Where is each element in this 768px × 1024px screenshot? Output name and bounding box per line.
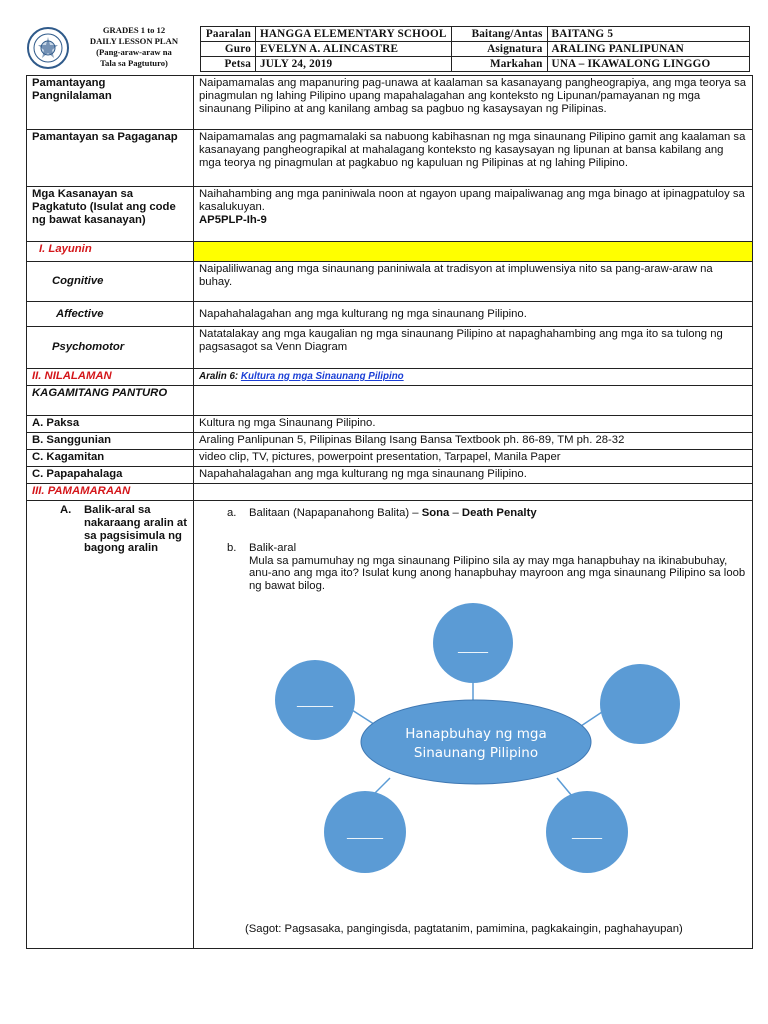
aralin-prefix: Aralin 6:	[199, 371, 241, 382]
table-row	[27, 467, 753, 484]
table-row	[27, 327, 753, 369]
table-row	[27, 262, 753, 302]
table-row	[27, 433, 753, 450]
layunin-highlight	[194, 242, 753, 262]
papahalaga-text: Napahahalagahan ang mga kulturang ng mga sinaunang Pilipino.	[194, 467, 753, 484]
kagamitan-label: KAGAMITANG PANTURO	[27, 386, 194, 416]
item-a-marker: a.	[227, 507, 237, 519]
center-line-2: Sinaunang Pilipino	[413, 745, 539, 761]
psychomotor-label: Psychomotor	[52, 341, 125, 354]
markahan-label: Markahan	[451, 57, 547, 72]
table-row	[27, 242, 753, 262]
table-row	[27, 130, 753, 187]
center-line-1: Hanapbuhay ng mga	[405, 726, 547, 742]
pamamaraan-label: III. PAMAMARAAN	[27, 484, 194, 501]
table-row	[27, 369, 753, 386]
balik-marker: A.	[60, 504, 72, 516]
kasanayan-code: AP5PLP-Ih-9	[199, 213, 267, 226]
table-row	[27, 484, 753, 501]
item-b-text: Mula sa pamumuhay ng mga sinaunang Pilipino sila ay may mga hanapbuhay na ikinabubuhay, anu-ano ang mga ito? Isulat kung anong hanapbuhay mayroon ang mga sinaunang Pilipino sa loob ng bawat bilog.	[249, 554, 746, 593]
table-row	[27, 416, 753, 433]
cognitive-label: Cognitive	[52, 275, 104, 288]
blank-bottom-right: _____	[572, 825, 602, 839]
pagganap-label: Pamantayan sa Pagaganap	[27, 130, 194, 187]
deped-seal-icon	[26, 25, 70, 71]
kagamitan2-text: video clip, TV, pictures, powerpoint presentation, Tarpapel, Manila Paper	[194, 450, 753, 467]
balik-list	[199, 507, 747, 593]
sanggunian-label: B. Sanggunian	[27, 433, 194, 450]
kagamitan-empty	[194, 386, 753, 416]
table-row	[27, 386, 753, 416]
psychomotor-text: Natatalakay ang mga kaugalian ng mga sinaunang Pilipino at napaghahambing ang mga ito sa tulong ng pagsasagot sa Venn Diagram	[194, 327, 753, 369]
grades-line: Tala sa Pagtuturo)	[100, 58, 168, 68]
affective-text: Napahahalagahan ang mga kulturang ng mga sinaunang Pilipino.	[194, 302, 753, 327]
circle-right	[600, 664, 680, 744]
kasanayan-cell	[194, 187, 753, 242]
guro-value: EVELYN A. ALINCASTRE	[256, 42, 452, 57]
paksa-text: Kultura ng mga Sinaunang Pilipino.	[194, 416, 753, 433]
affective-cell	[27, 302, 194, 327]
blank-bottom-left: ______	[347, 825, 383, 839]
markahan-value: UNA – IKAWALONG LINGGO	[547, 57, 749, 72]
blank-top: _____	[458, 639, 488, 653]
connector-bottom-right	[557, 778, 572, 796]
header-row	[201, 27, 750, 42]
grades-line: DAILY LESSON PLAN	[89, 36, 179, 46]
aralin-link[interactable]: Kultura ng mga Sinaunang Pilipino	[240, 371, 404, 382]
table-row	[27, 187, 753, 242]
pangnilalaman-label: Pamantayang Pangnilalaman	[27, 76, 194, 130]
affective-label: Affective	[56, 307, 104, 320]
kagamitan2-label: C. Kagamitan	[27, 450, 194, 467]
item-a-death: Death Penalty	[461, 507, 537, 519]
baitang-value: BAITANG 5	[547, 27, 749, 42]
grades-title	[70, 25, 198, 73]
header-row	[201, 57, 750, 72]
baitang-label: Baitang/Antas	[451, 27, 547, 42]
cognitive-text: Naipaliliwanag ang mga sinaunang paniniwala at tradisyon at impluwensiya nito sa pang-araw-araw na buhay.	[194, 262, 753, 302]
hanapbuhay-diagram	[260, 600, 700, 910]
balik-cell	[27, 501, 194, 949]
item-a-text: Balitaan (Napapanahong Balita) –	[249, 507, 422, 519]
papahalaga-label: C. Papapahalaga	[27, 467, 194, 484]
balik-label: Balik-aral sa nakaraang aralin at sa pagsisimula ng bagong aralin	[84, 504, 187, 555]
pangnilalaman-text: Naipamamalas ang mapanuring pag-unawa at kaalaman sa kasanayang pangheograpiya, ang mga teorya sa pinagmulan ng lahing Pilipino upang mapahalagahan ang konteksto ng Lipunan/pamayanan ng mga sinaunang Pilipino at ang kanilang ambag sa pagbuo ng kasaysayan ng Pilipinas.	[194, 76, 753, 130]
pagganap-text: Naipamamalas ang pagmamalaki sa nabuong kabihasnan ng mga sinaunang Pilipino gamit ang kaalaman sa kasanayang pangheograpikal at mahalagang konteksto ng kasaysayan ng lipunan at bansa kabilang ang mga teorya ng pinagmulan at pagkabuo ng kapuluan ng Pilipinas at ng lahing Pilipino.	[194, 130, 753, 187]
blank-left: ______	[297, 693, 333, 707]
header	[26, 25, 752, 75]
table-row	[27, 450, 753, 467]
table-row	[27, 76, 753, 130]
sagot-text: (Sagot: Pagsasaka, pangingisda, pagtatanim, pamimina, pagkakaingin, paghahayupan)	[245, 923, 683, 935]
item-a-sona: Sona	[421, 507, 450, 519]
header-row	[201, 42, 750, 57]
cognitive-cell	[27, 262, 194, 302]
grades-line: GRADES 1 to 12	[102, 25, 166, 35]
list-item	[199, 507, 747, 520]
layunin-label: I. Layunin	[27, 242, 194, 262]
grades-line: (Pang-araw-araw na	[96, 47, 172, 57]
item-b-marker: b.	[227, 541, 237, 554]
petsa-value: JULY 24, 2019	[256, 57, 452, 72]
item-b-title: Balik-aral	[249, 541, 297, 554]
kasanayan-text: Naihahambing ang mga paniniwala noon at ngayon upang maipaliwanag ang mga binago at ipinagpatuloy sa kasalukuyan.	[199, 188, 745, 213]
center-ellipse	[361, 700, 591, 784]
nilalaman-label: II. NILALAMAN	[27, 369, 194, 386]
petsa-label: Petsa	[201, 57, 256, 72]
header-info-table	[200, 26, 750, 72]
guro-label: Guro	[201, 42, 256, 57]
pamamaraan-empty	[194, 484, 753, 501]
item-a-dash: –	[449, 507, 462, 519]
asignatura-label: Asignatura	[451, 42, 547, 57]
kasanayan-label: Mga Kasanayan sa Pagkatuto (Isulat ang code ng bawat kasanayan)	[27, 187, 194, 242]
paksa-label: A. Paksa	[27, 416, 194, 433]
list-item	[199, 542, 747, 593]
table-row	[27, 302, 753, 327]
paaralan-label: Paaralan	[201, 27, 256, 42]
paaralan-value: HANGGA ELEMENTARY SCHOOL	[256, 27, 452, 42]
psychomotor-cell	[27, 327, 194, 369]
asignatura-value: ARALING PANLIPUNAN	[547, 42, 749, 57]
aralin-cell	[194, 369, 753, 386]
sanggunian-text: Araling Panlipunan 5, Pilipinas Bilang Isang Bansa Textbook ph. 86-89, TM ph. 28-32	[194, 433, 753, 450]
